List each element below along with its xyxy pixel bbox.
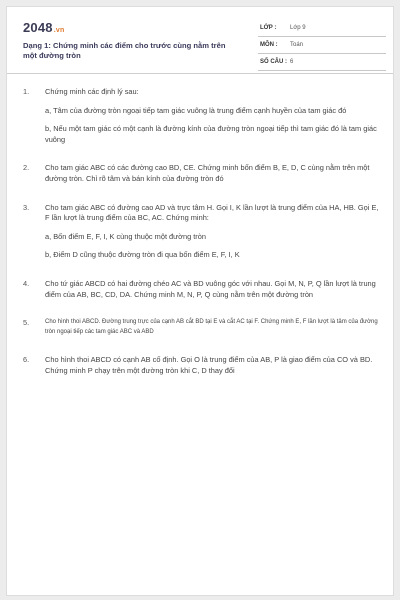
question-text: Cho tam giác ABC có đường cao AD và trực tâm H. Gọi I, K lần lượt là trung điểm của HA, HB. Gọi E, F lần lượt là trung điểm của BC, AC. Chứng minh: <box>45 202 379 223</box>
question-list <box>23 87 383 384</box>
question-4 <box>23 279 383 300</box>
meta-count-row <box>258 54 386 71</box>
meta-key: SỐ CÂU : <box>260 59 287 65</box>
question-text: Cho tứ giác ABCD có hai đường chéo AC và BD vuông góc với nhau. Gọi M, N, P, Q lần lượt là trung điểm của AB, BC, CD, DA. Chứng minh M, N, P, Q cùng nằm trên một đường tròn <box>45 278 376 299</box>
worksheet-page <box>6 6 394 596</box>
question-text: a, Bốn điểm E, F, I, K cùng thuộc một đường tròn <box>45 231 206 241</box>
meta-value: 6 <box>290 59 294 65</box>
question-1 <box>23 87 383 145</box>
meta-key: LỚP : <box>260 25 277 31</box>
question-text: b, Điểm D cũng thuộc đường tròn đi qua bốn điểm E, F, I, K <box>45 250 240 260</box>
question-number: 4. <box>23 278 30 288</box>
meta-key: MÔN : <box>260 42 278 48</box>
question-number: 2. <box>23 163 30 173</box>
question-text: Cho hình thoi ABCD. Đường trung trực của cạnh AB cắt BD tại E và cắt AC tại F. Chứng minh E, F lần lượt là tâm của đường tròn ngoại tiếp các tam giác ABC và ABD <box>45 319 378 335</box>
question-6 <box>23 355 383 376</box>
meta-subject-row <box>258 37 386 54</box>
meta-value: Lớp 9 <box>290 25 306 31</box>
question-number: 3. <box>23 202 30 212</box>
question-5 <box>23 318 383 337</box>
question-text: Cho tam giác ABC có các đường cao BD, CE. Chứng minh bốn điểm B, E, D, C cùng nằm trên một đường tròn. Chỉ rõ tâm và bán kính của đường tròn đó <box>45 163 370 183</box>
meta-value: Toán <box>290 42 304 48</box>
worksheet-meta <box>258 20 386 71</box>
question-2 <box>23 163 383 184</box>
question-number: 1. <box>23 87 30 96</box>
question-number: 6. <box>23 354 30 364</box>
question-text: b, Nếu một tam giác có một cạnh là đường kính của đường tròn ngoại tiếp thì tam giác đó là tam giác vuông <box>45 124 377 144</box>
header-divider <box>7 73 393 74</box>
meta-class-row <box>258 20 386 37</box>
question-3 <box>23 203 383 261</box>
question-text: a, Tâm của đường tròn ngoại tiếp tam giác vuông là trung điểm cạnh huyền của tam giác đó <box>45 105 347 115</box>
question-text: Cho hình thoi ABCD có cạnh AB cố định. Gọi O là trung điểm của AB, P là giao điểm của CO và BD. Chứng minh P chạy trên một đường tròn khi C, D thay đổi <box>45 354 373 375</box>
question-text: Chứng minh các định lý sau: <box>45 87 139 96</box>
worksheet-title: Dạng 1: Chứng minh các điểm cho trước cùng nằm trên một đường tròn <box>23 41 226 60</box>
question-number: 5. <box>23 318 30 328</box>
worksheet-header <box>7 7 393 73</box>
site-logo[interactable]: 2048.vn <box>23 20 65 35</box>
